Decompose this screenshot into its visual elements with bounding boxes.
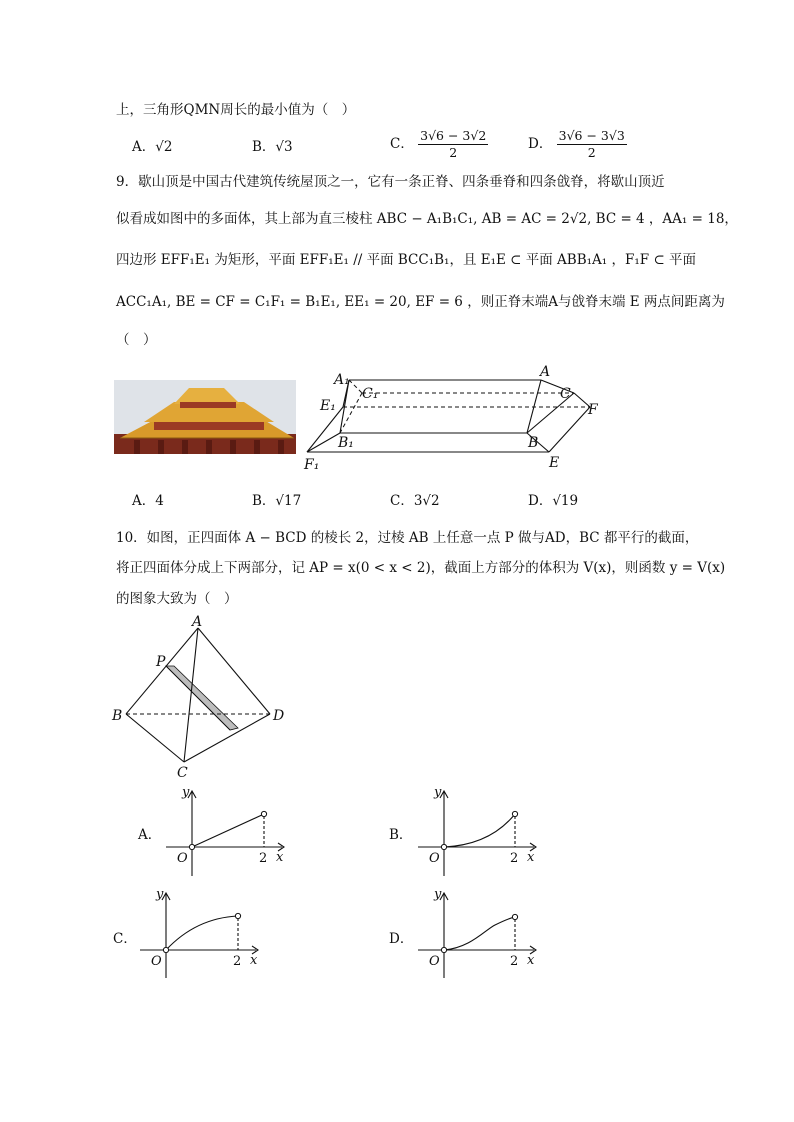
label-b: B (528, 435, 539, 451)
label-e: E (549, 455, 560, 471)
q10-line-2: 将正四面体分成上下两部分，记 AP = x(0 < x < 2)，截面上方部分的体积为 V(x)，则函数 y = V(x) (116, 560, 726, 576)
origin-label: O (429, 851, 440, 866)
q10-option-b-label[interactable]: B． (389, 827, 413, 843)
q9-line-1: 9．歇山顶是中国古代建筑传统屋顶之一，它有一条正脊、四条垂脊和四条戗脊，将歇山顶近 (116, 174, 665, 190)
fraction: $\frac{3√6 - 3√3}{2}$ (558, 128, 625, 160)
label-a: A (540, 364, 551, 380)
label-d: D (273, 708, 285, 724)
label-e1: E₁ (320, 398, 336, 414)
origin-label: O (429, 954, 440, 969)
label-b: B (112, 708, 123, 724)
option-math: √2 (155, 139, 173, 155)
option-math: √3 (275, 139, 293, 155)
axis-x-label: x (527, 850, 535, 865)
q9-option-c[interactable] (390, 491, 440, 511)
axis-y-label: y (182, 785, 190, 800)
q8-stem: 上，三角形QMN周长的最小值为（ ） (116, 102, 356, 118)
option-label: C． (390, 136, 414, 152)
label-b1: B₁ (338, 435, 354, 451)
tick-label: 2 (259, 851, 268, 866)
axis-x-label: x (250, 953, 258, 968)
label-f: F (588, 402, 598, 418)
q9-option-a[interactable] (132, 491, 164, 511)
q10-option-a-label[interactable]: A． (138, 827, 162, 843)
option-label: B． (252, 139, 276, 155)
q10-option-c-label[interactable]: C． (113, 931, 137, 947)
axis-y-label: y (434, 785, 442, 800)
q10-graph-a[interactable] (160, 782, 290, 878)
option-label: A． (132, 493, 156, 509)
q9-option-d[interactable] (528, 491, 578, 511)
label-a1: A₁ (334, 372, 350, 388)
label-a: A (192, 614, 203, 630)
fraction: $\frac{3√6 - 3√2}{2}$ (420, 128, 487, 160)
option-math: √17 (275, 493, 302, 509)
tick-label: 2 (510, 954, 519, 969)
option-label: B． (252, 493, 276, 509)
tick-label: 2 (510, 851, 519, 866)
q10-graph-c[interactable] (134, 884, 264, 980)
label-p: P (156, 654, 166, 670)
q8-option-b[interactable] (252, 137, 293, 157)
q9-line-5: （ ） (116, 332, 157, 348)
q8-option-a[interactable] (132, 137, 172, 157)
q8-option-c[interactable] (390, 128, 488, 161)
q10-line-3: 的图象大致为（ ） (116, 591, 238, 607)
q10-graph-b[interactable] (412, 782, 542, 878)
q9-polyhedron-figure (300, 362, 610, 474)
roof-illustration (114, 380, 296, 454)
axis-y-label: y (156, 887, 164, 902)
label-c: C (560, 386, 571, 402)
tick-label: 2 (233, 954, 242, 969)
label-c: C (177, 765, 188, 781)
option-math: √19 (552, 493, 579, 509)
option-math: 3√2 (413, 493, 440, 509)
option-math: 4 (155, 493, 164, 509)
label-f1: F₁ (304, 457, 320, 473)
q9-line-2: 似看成如图中的多面体，其上部为直三棱柱 ABC − A₁B₁C₁, AB = AC = 2√2, BC = 4 ，AA₁ = 18， (116, 211, 738, 227)
label-c1: C₁ (362, 386, 379, 402)
origin-label: O (151, 954, 162, 969)
q9-option-b[interactable] (252, 491, 301, 511)
q10-tetrahedron-figure (108, 612, 298, 782)
axis-y-label: y (434, 887, 442, 902)
q8-option-d[interactable] (528, 128, 627, 161)
q10-graph-d[interactable] (412, 884, 542, 980)
option-label: D． (528, 493, 553, 509)
option-label: C． (390, 493, 414, 509)
roof-photo (114, 380, 296, 454)
origin-label: O (177, 851, 188, 866)
q9-line-3: 四边形 EFF₁E₁ 为矩形，平面 EFF₁E₁ // 平面 BCC₁B₁，且 E₁E ⊂ 平面 ABB₁A₁ ，F₁F ⊂ 平面 (116, 252, 697, 268)
q10-line-1: 10．如图，正四面体 A − BCD 的棱长 2，过棱 AB 上任意一点 P 做与AD，BC 都平行的截面， (116, 530, 699, 546)
option-label: D． (528, 136, 553, 152)
option-label: A． (132, 139, 156, 155)
axis-x-label: x (276, 850, 284, 865)
axis-x-label: x (527, 953, 535, 968)
q9-line-4: ACC₁A₁, BE = CF = C₁F₁ = B₁E₁, EE₁ = 20, EF = 6 ，则正脊末端A与戗脊末端 E 两点间距离为 (116, 294, 725, 310)
q10-option-d-label[interactable]: D． (389, 931, 414, 947)
